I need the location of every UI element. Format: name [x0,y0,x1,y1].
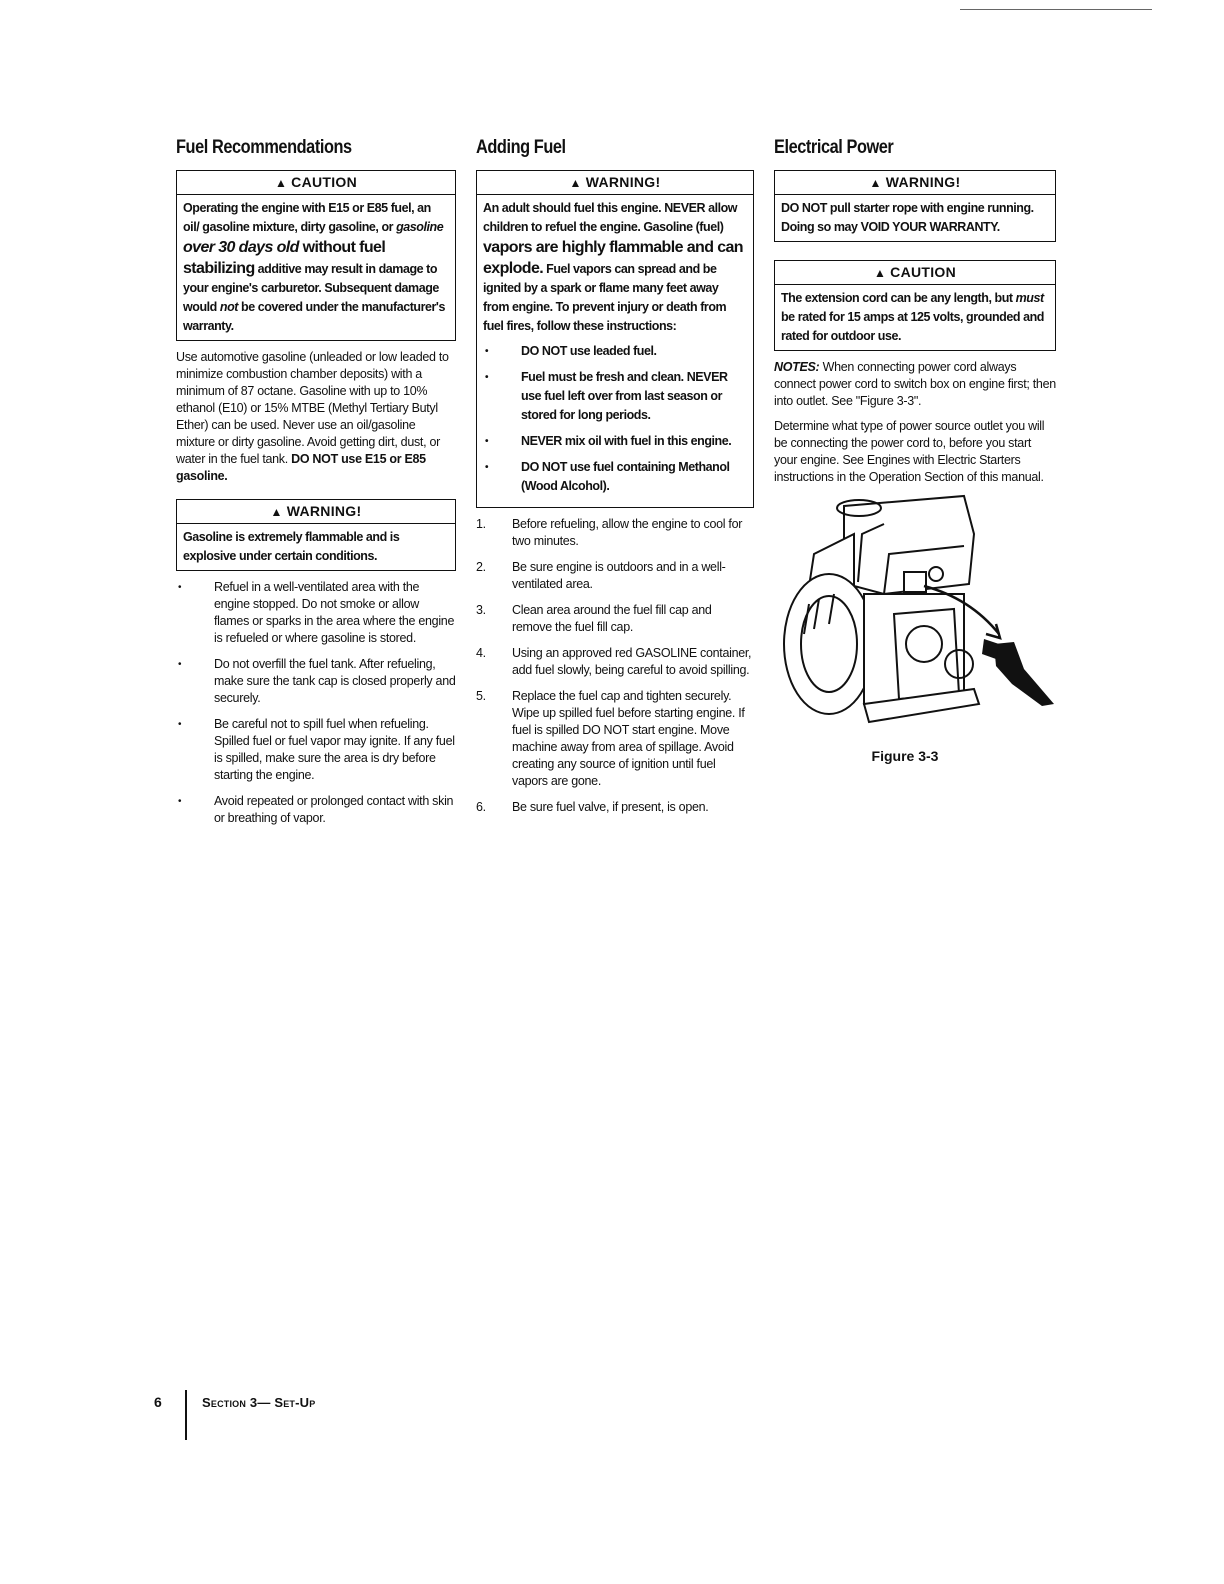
list-item: • NEVER mix oil with fuel in this engine. [483,432,747,451]
figure-caption: Figure 3-3 [871,748,939,764]
warning-header: ▲ WARNING! [775,171,1055,195]
heading-electrical-power: Electrical Power [774,137,894,158]
list-item: • Avoid repeated or prolonged contact with skin or breathing of vapor. [176,793,456,827]
section-label: Section 3— Set-Up [202,1395,316,1410]
caution-box [176,170,456,341]
fuel-paragraph: Use automotive gasoline (unleaded or low leaded to minimize combustion chamber deposits) with a minimum of 87 octane. Gasoline with up to 10% ethanol (E10) or 15% MTBE (Methyl Tertiary Butyl Ether) can be used. Never use an oil/gasoline mixture or dirty gasoline. Avoid getting dirt, dust, or water in the fuel tank. DO NOT use E15 or E85 gasoline. [176,350,449,483]
warning-triangle-icon: ▲ [270,505,283,519]
engine-figure [774,494,1056,744]
warning-triangle-icon: ▲ [569,176,582,190]
list-item: 1. Before refueling, allow the engine to cool for two minutes. [476,517,743,548]
warning-text: DO NOT pull starter rope with engine running. Doing so may VOID YOUR WARRANTY. [781,201,1034,234]
list-item: • Do not overfill the fuel tank. After refueling, make sure the tank cap is closed properly and securely. [176,656,456,707]
warning-text: Gasoline is extremely flammable and is explosive under certain conditions. [183,530,400,563]
warning-box [176,499,456,571]
warning-text: An adult should fuel this engine. NEVER allow children to refuel the engine. Gasoline (fuel) vapors are highly flammable and can explode. Fuel vapors can spread and be ignited by a spark or flame many feet away from engine. To prevent injury or death from fuel fires, follow these instructions: • DO NOT use leaded fuel. • Fuel must be fresh and clean. NEVER use fuel left over from last season or stored for long periods. • NEVER mix oil with fuel in this engine. • DO NOT use fuel containing Methanol (Wood Alcohol). [477,195,753,507]
warning-triangle-icon: ▲ [873,266,887,280]
power-source-paragraph: Determine what type of power source outlet you will be connecting the power cord to, before you start your engine. See Engines with Electric Starters instructions in the Operation Section of this manual. [774,419,1045,484]
column-adding-fuel [476,136,754,825]
column-electrical-power [774,136,1056,764]
list-item: 2. Be sure engine is outdoors and in a well-ventilated area. [476,560,726,591]
page-number: 6 [154,1394,162,1410]
top-rule [960,9,1152,10]
heading-adding-fuel: Adding Fuel [476,137,566,158]
warning-triangle-icon: ▲ [274,176,288,190]
warning-triangle-icon: ▲ [869,176,882,190]
caution-text: Operating the engine with E15 or E85 fuel, an oil/ gasoline mixture, dirty gasoline, or gasoline over 30 days old without fuel stabilizing additive may result in damage to your engine's carburetor. Subsequent damage would not be covered under the manufacturer's warranty. [183,201,445,333]
warning-box [774,170,1056,242]
warning-box [476,170,754,508]
engine-illustration [774,494,1056,734]
caution-box [774,260,1056,351]
list-item: • DO NOT use fuel containing Methanol (Wood Alcohol). [483,458,747,496]
list-item: 4. Using an approved red GASOLINE container, add fuel slowly, being careful to avoid spilling. [476,646,752,677]
warning-header: ▲ WARNING! [477,171,753,195]
fuel-rules-list [483,342,747,496]
list-item: • Refuel in a well-ventilated area with the engine stopped. Do not smoke or allow flames or sparks in the area where the engine is refueled or where gasoline is stored. [176,579,456,647]
notes-paragraph: NOTES: When connecting power cord always connect power cord to switch box on engine first; then into outlet. See "Figure 3-3". [774,360,1056,408]
list-item: • Be careful not to spill fuel when refueling. Spilled fuel or fuel vapor may ignite. If any fuel is spilled, make sure the area is dry before starting the engine. [176,716,456,784]
refuel-steps-list [476,516,754,816]
list-item: 6. Be sure fuel valve, if present, is open. [476,800,709,814]
column-fuel-recommendations [176,136,456,836]
caution-text: The extension cord can be any length, but must be rated for 15 amps at 125 volts, grounded and rated for outdoor use. [781,291,1044,343]
warning-header: ▲ WARNING! [177,500,455,524]
list-item: 5. Replace the fuel cap and tighten securely. Wipe up spilled fuel before starting engine. If fuel is spilled DO NOT start engine. Move machine away from area of spillage. Avoid creating any source of ignition until fuel vapors are gone. [476,689,745,788]
list-item: 3. Clean area around the fuel fill cap and remove the fuel fill cap. [476,603,712,634]
heading-fuel-recommendations: Fuel Recommendations [176,137,352,158]
caution-header: ▲ CAUTION [775,261,1055,285]
list-item: • DO NOT use leaded fuel. [483,342,747,361]
caution-header: ▲ CAUTION [177,171,455,195]
list-item: • Fuel must be fresh and clean. NEVER use fuel left over from last season or stored for long periods. [483,368,747,425]
safety-bullet-list [176,579,456,827]
footer-divider [185,1390,187,1440]
